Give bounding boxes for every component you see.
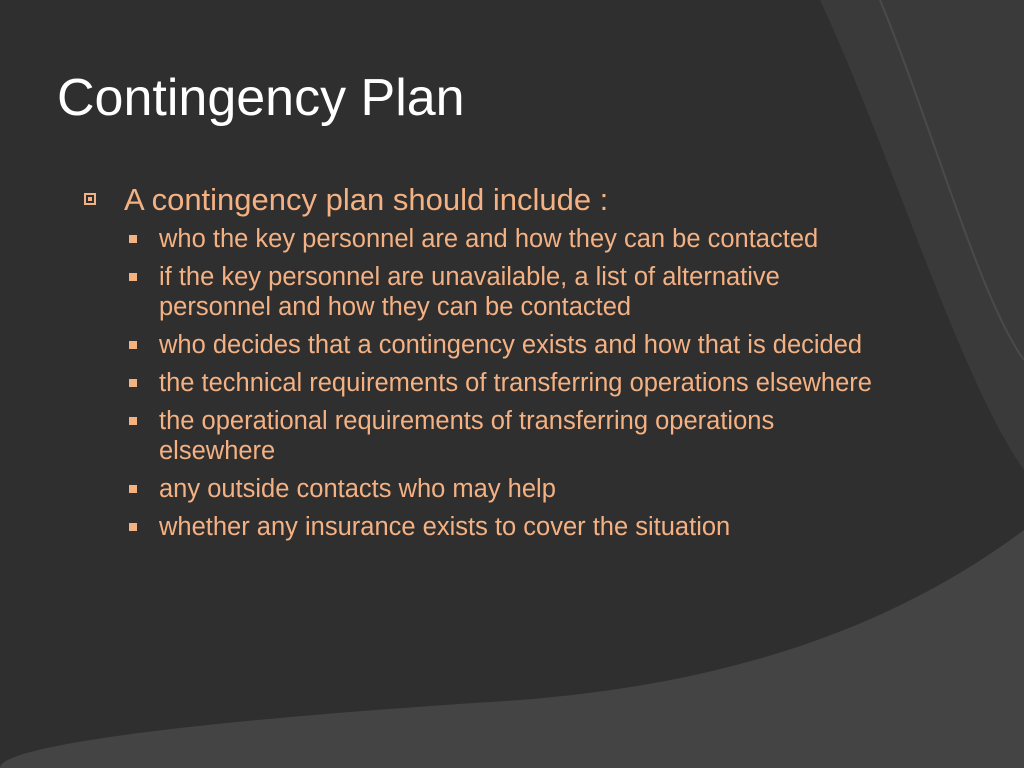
list-item — [82, 262, 882, 322]
list-item-text: any outside contacts who may help — [159, 475, 556, 503]
slide-title: Contingency Plan — [57, 69, 465, 127]
list-item — [82, 406, 882, 466]
list-item — [82, 330, 882, 360]
list-item — [82, 474, 882, 504]
main-bullet-text: A contingency plan should include : — [124, 182, 609, 217]
list-item-text: if the key personnel are unavailable, a list of alternative personnel and how they can be contacted — [159, 263, 780, 321]
list-item-text: whether any insurance exists to cover the situation — [159, 513, 731, 541]
bullet-icon — [129, 273, 137, 281]
main-bullet — [82, 180, 882, 220]
list-item — [82, 224, 882, 254]
bullet-icon — [129, 379, 137, 387]
list-item-text: the operational requirements of transferring operations elsewhere — [159, 407, 775, 465]
bullet-icon — [129, 417, 137, 425]
sub-bullet-list — [82, 224, 882, 542]
bullet-icon — [129, 341, 137, 349]
square-bullet-icon — [84, 193, 96, 205]
list-item-text: the technical requirements of transferring operations elsewhere — [159, 369, 872, 397]
bullet-icon — [129, 523, 137, 531]
slide-content — [82, 180, 882, 550]
list-item — [82, 368, 882, 398]
list-item — [82, 512, 882, 542]
list-item-text: who decides that a contingency exists and how that is decided — [159, 331, 863, 359]
bullet-icon — [129, 485, 137, 493]
list-item-text: who the key personnel are and how they can be contacted — [159, 225, 819, 253]
bullet-icon — [129, 235, 137, 243]
